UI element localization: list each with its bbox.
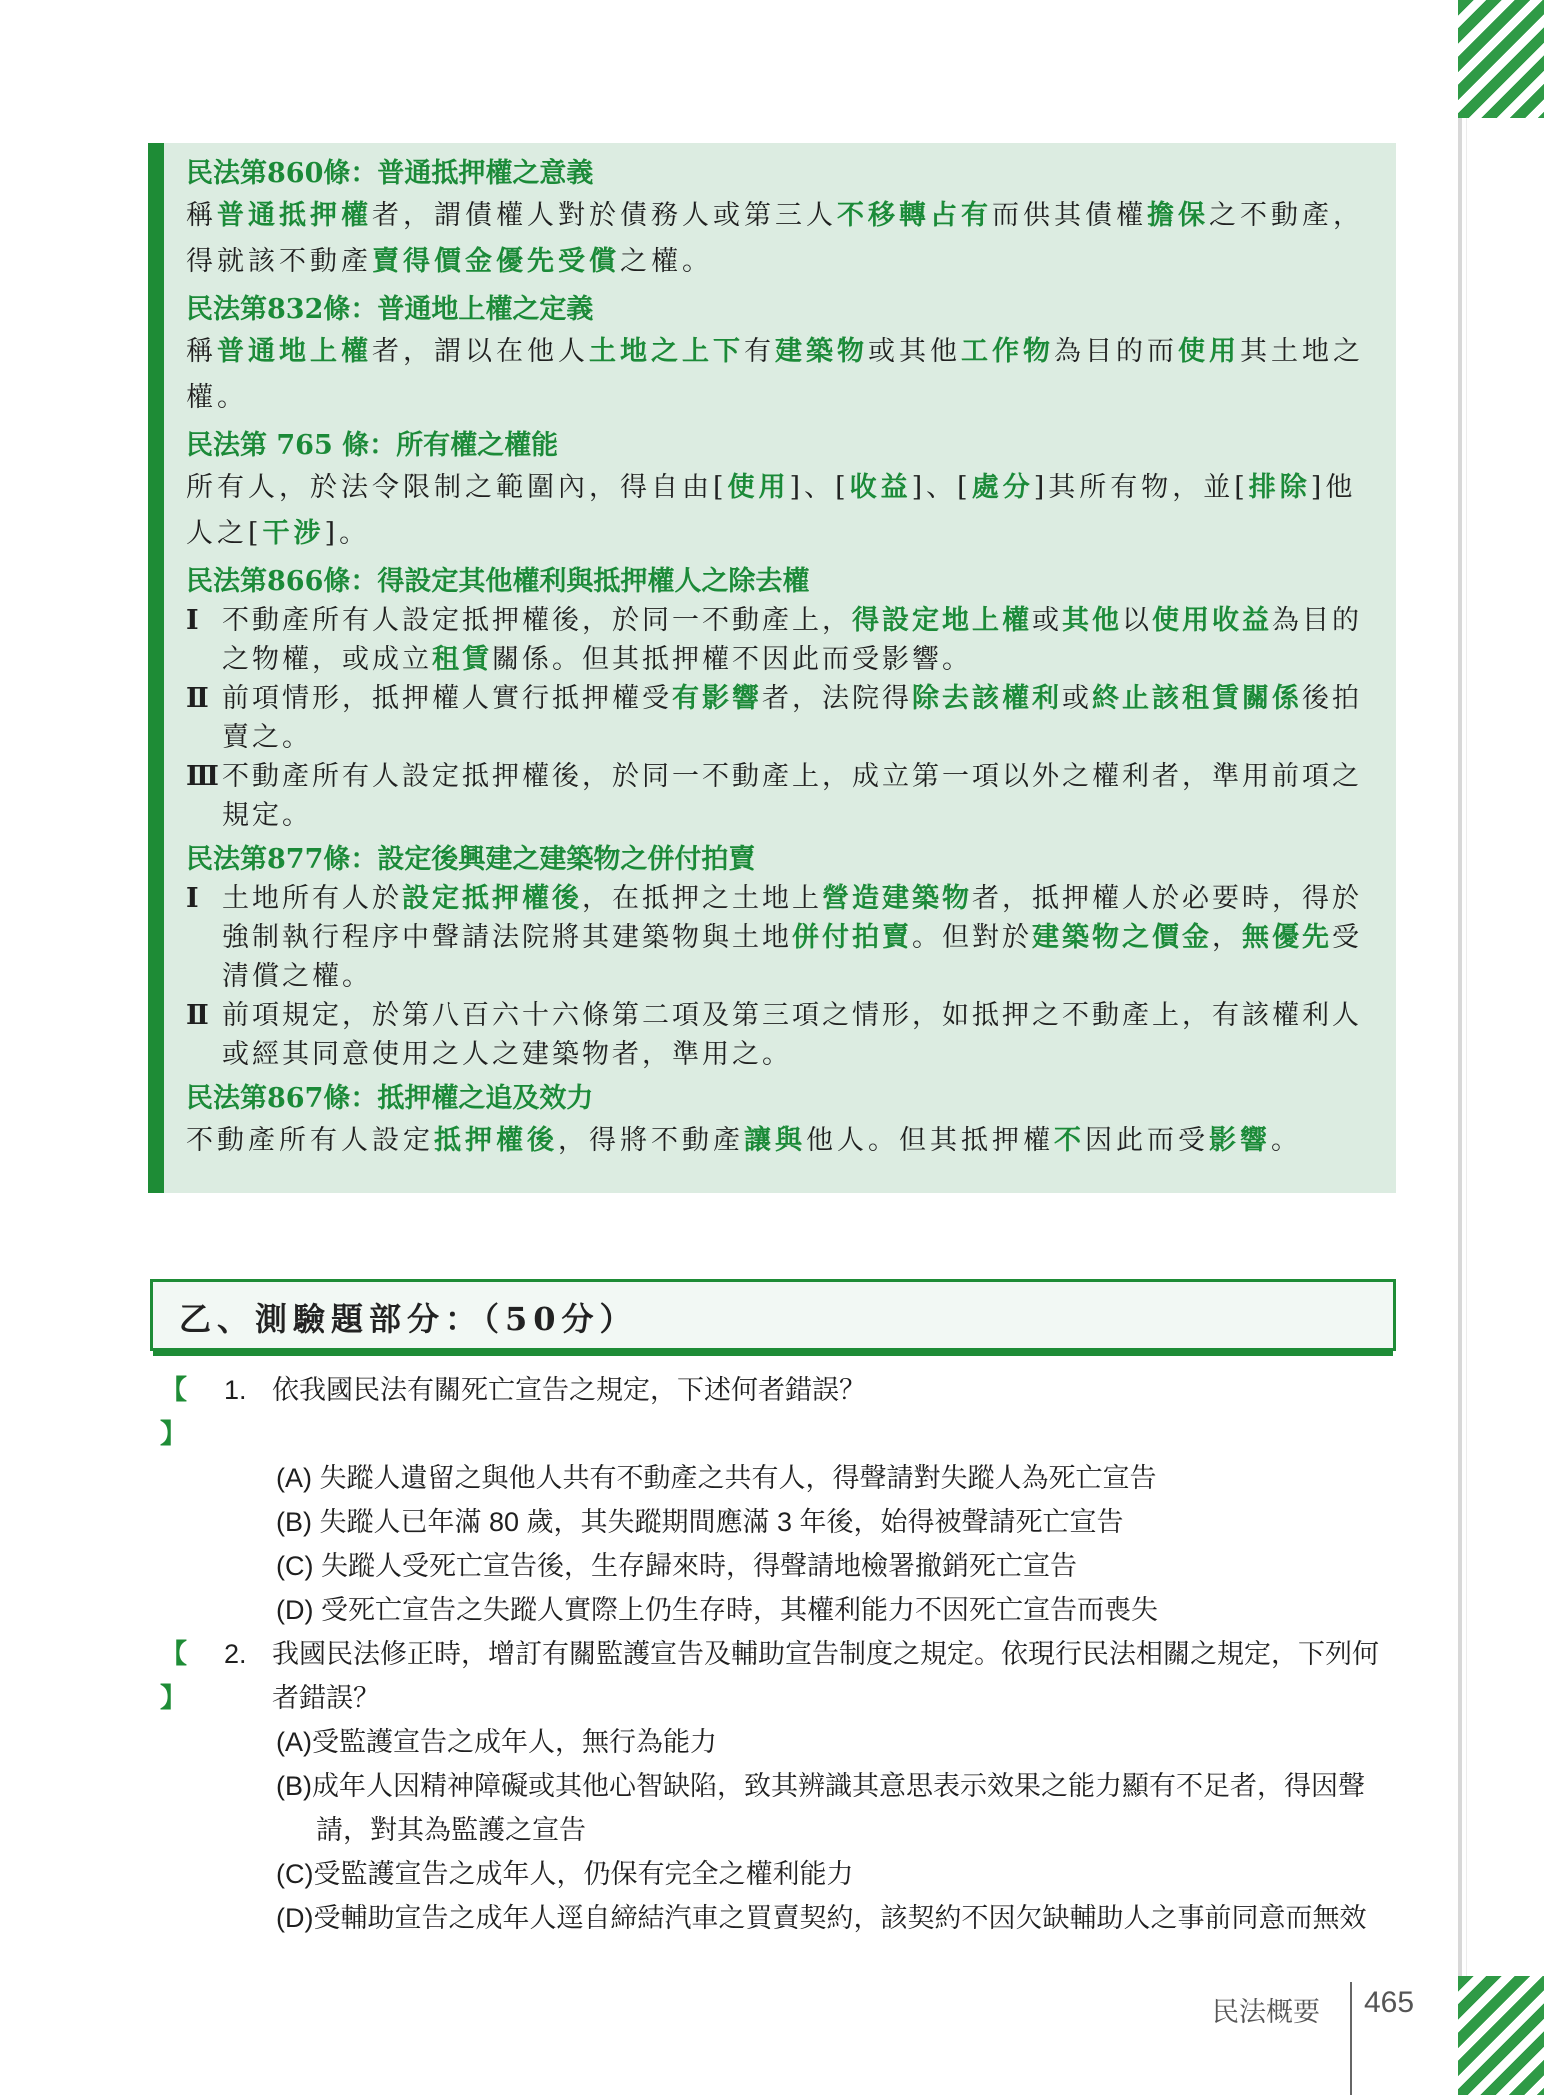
- law-body: 稱普通抵押權者，謂債權人對於債務人或第三人不移轉占有而供其債權擔保之不動產，得就該不動產賣得價金優先受償之權。: [186, 200, 1364, 277]
- answer-bracket: 【 】: [160, 1375, 201, 1449]
- law-title: 民法第867條：抵押權之追及效力: [186, 1083, 594, 1114]
- law-section: [186, 563, 1376, 835]
- law-title: 民法第860條：普通抵押權之意義: [186, 158, 594, 189]
- law-body: 不動產所有人設定抵押權後，得將不動產讓與他人。但其抵押權不因此而受影響。: [186, 1125, 1302, 1156]
- law-title: 民法第832條：普通地上權之定義: [186, 294, 594, 325]
- law-paragraph: Ⅲ 不動產所有人設定抵押權後，於同一不動產上，成立第一項以外之權利者，準用前項之規定。: [186, 757, 1376, 835]
- question-list: [160, 1368, 1400, 1940]
- option: (A) 失蹤人遺留之與他人共有不動產之共有人，得聲請對失蹤人為死亡宣告: [276, 1463, 1157, 1493]
- law-section: [186, 427, 1376, 557]
- option: (B) 失蹤人已年滿 80 歲，其失蹤期間應滿 3 年後，始得被聲請死亡宣告: [276, 1507, 1124, 1537]
- law-section: [186, 1080, 1376, 1164]
- section-header-underline: [153, 1351, 1393, 1356]
- question-stem: 依我國民法有關死亡宣告之規定，下述何者錯誤？: [272, 1375, 866, 1405]
- law-body: 所有人，於法令限制之範圍內，得自由[使用]、[收益]、[處分]其所有物，並[排除]他人之[干涉]。: [186, 472, 1357, 549]
- margin-rule-thin: [1466, 118, 1467, 1976]
- law-paragraph: Ⅰ 土地所有人於設定抵押權後，在抵押之土地上營造建築物者，抵押權人於必要時，得於強制執行程序中聲請法院將其建築物與土地併付拍賣。但對於建築物之價金，無優先受清償之權。: [186, 879, 1376, 996]
- paragraph-number: Ⅱ: [186, 683, 212, 714]
- law-title: 民法第866條：得設定其他權利與抵押權人之除去權: [186, 566, 810, 597]
- question: [160, 1368, 1400, 1632]
- law-section: [186, 155, 1376, 285]
- option: (C)受監護宣告之成年人，仍保有完全之權利能力: [276, 1859, 854, 1889]
- section-title: 乙、測驗題部分：（50分）: [179, 1300, 638, 1338]
- law-section: [186, 841, 1376, 1074]
- corner-stripe-top: [1458, 0, 1544, 118]
- question-number: 2.: [224, 1639, 247, 1669]
- law-paragraph: Ⅱ 前項情形，抵押權人實行抵押權受有影響者，法院得除去該權利或終止該租賃關係後拍賣之。: [186, 679, 1376, 757]
- paragraph-number: Ⅰ: [186, 883, 202, 914]
- question-number: 1.: [224, 1375, 247, 1405]
- paragraph-number: Ⅲ: [186, 761, 222, 792]
- question-stem: 我國民法修正時，增訂有關監護宣告及輔助宣告制度之規定。依現行民法相關之規定，下列何者錯誤？: [272, 1639, 1379, 1713]
- question: [160, 1632, 1400, 1940]
- law-paragraph: Ⅰ 不動產所有人設定抵押權後，於同一不動產上，得設定地上權或其他以使用收益為目的之物權，或成立租賃關係。但其抵押權不因此而受影響。: [186, 601, 1376, 679]
- law-body: 稱普通地上權者，謂以在他人土地之上下有建築物或其他工作物為目的而使用其土地之權。: [186, 336, 1364, 413]
- page-number: 465: [1364, 1986, 1415, 2019]
- corner-stripe-bottom: [1458, 1976, 1544, 2095]
- footer-subject: 民法概要: [1212, 1997, 1320, 2027]
- section-header: [150, 1279, 1396, 1351]
- option: (D) 受死亡宣告之失蹤人實際上仍生存時，其權利能力不因死亡宣告而喪失: [276, 1595, 1158, 1625]
- option: (D)受輔助宣告之成年人逕自締結汽車之買賣契約，該契約不因欠缺輔助人之事前同意而無效: [276, 1903, 1367, 1933]
- law-paragraph: Ⅱ 前項規定，於第八百六十六條第二項及第三項之情形，如抵押之不動產上，有該權利人或經其同意使用之人之建築物者，準用之。: [186, 996, 1376, 1074]
- answer-bracket: 【 】: [160, 1639, 201, 1713]
- law-title: 民法第877條：設定後興建之建築物之併付拍賣: [186, 844, 756, 875]
- option: (A)受監護宣告之成年人，無行為能力: [276, 1727, 717, 1757]
- paragraph-number: Ⅱ: [186, 1000, 212, 1031]
- option: (C) 失蹤人受死亡宣告後，生存歸來時，得聲請地檢署撤銷死亡宣告: [276, 1551, 1077, 1581]
- law-excerpt-box: [148, 143, 1396, 1193]
- paragraph-number: Ⅰ: [186, 605, 202, 636]
- option: (B)成年人因精神障礙或其他心智缺陷，致其辨識其意思表示效果之能力顯有不足者，得因聲請，對其為監護之宣告: [276, 1771, 1365, 1845]
- margin-rule: [1458, 118, 1462, 1976]
- law-section: [186, 291, 1376, 421]
- law-box-accent-bar: [148, 143, 164, 1193]
- law-title: 民法第 765 條：所有權之權能: [186, 430, 559, 461]
- footer-divider: [1350, 1982, 1352, 2095]
